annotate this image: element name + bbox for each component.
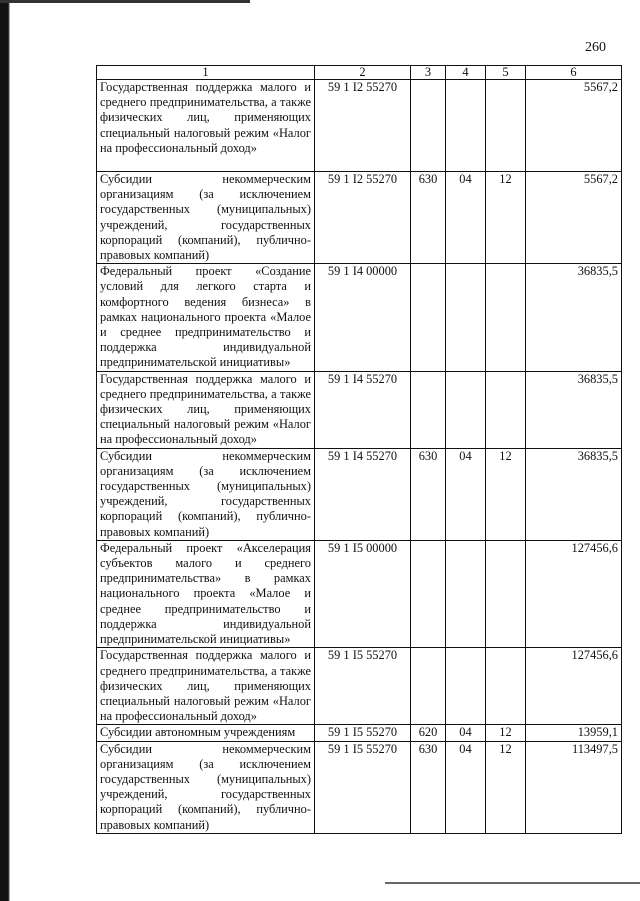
row-col5-cell: 12 <box>486 448 526 540</box>
row-col5-cell: 12 <box>486 741 526 833</box>
row-col3-cell <box>411 648 446 725</box>
row-name-cell: Федеральный проект «Акселерация субъектов малого и среднего предпринимательства» в рамках национального проекта «Малое и среднее предпринимательство и поддержка индивидуальной предпринимательской инициативы» <box>97 540 315 647</box>
row-col5-cell <box>486 264 526 371</box>
scan-edge-top <box>0 0 250 3</box>
column-header: 6 <box>526 66 622 80</box>
row-col3-cell: 630 <box>411 172 446 264</box>
row-col5-cell: 12 <box>486 725 526 741</box>
row-name-cell: Субсидии некоммерческим организациям (за исключением государственных (муниципальных) учреждений, государственных корпораций (компаний), публично-правовых компаний) <box>97 172 315 264</box>
row-name-cell: Субсидии некоммерческим организациям (за исключением государственных (муниципальных) учреждений, государственных корпораций (компаний), публично-правовых компаний) <box>97 448 315 540</box>
page-number: 260 <box>585 40 606 55</box>
row-code-cell: 59 1 I4 00000 <box>315 264 411 371</box>
row-col4-cell <box>446 540 486 647</box>
row-col3-cell: 620 <box>411 725 446 741</box>
table-row <box>97 540 622 647</box>
table-row <box>97 648 622 725</box>
column-header: 4 <box>446 66 486 80</box>
column-header: 5 <box>486 66 526 80</box>
row-code-cell: 59 1 I4 55270 <box>315 448 411 540</box>
row-code-cell: 59 1 I4 55270 <box>315 371 411 448</box>
row-code-cell: 59 1 I5 55270 <box>315 725 411 741</box>
row-col3-cell <box>411 371 446 448</box>
row-col4-cell <box>446 80 486 172</box>
row-name-cell: Субсидии некоммерческим организациям (за исключением государственных (муниципальных) учреждений, государственных корпораций (компаний), публично-правовых компаний) <box>97 741 315 833</box>
row-code-cell: 59 1 I2 55270 <box>315 172 411 264</box>
row-col5-cell <box>486 648 526 725</box>
row-col5-cell <box>486 371 526 448</box>
row-name-cell: Государственная поддержка малого и среднего предпринимательства, а также физических лиц, применяющих специальный налоговый режим «Налог на профессиональный доход» <box>97 648 315 725</box>
row-code-cell: 59 1 I5 55270 <box>315 648 411 725</box>
row-col4-cell: 04 <box>446 448 486 540</box>
row-amount-cell: 36835,5 <box>526 371 622 448</box>
row-col4-cell <box>446 371 486 448</box>
table-row <box>97 725 622 741</box>
row-amount-cell: 36835,5 <box>526 448 622 540</box>
row-code-cell: 59 1 I5 55270 <box>315 741 411 833</box>
row-name-cell: Субсидии автономным учреждениям <box>97 725 315 741</box>
row-col4-cell: 04 <box>446 172 486 264</box>
row-amount-cell: 36835,5 <box>526 264 622 371</box>
row-name-cell: Государственная поддержка малого и среднего предпринимательства, а также физических лиц, применяющих специальный налоговый режим «Налог на профессиональный доход» <box>97 80 315 172</box>
scan-edge-left <box>0 0 10 901</box>
row-code-cell: 59 1 I2 55270 <box>315 80 411 172</box>
row-amount-cell: 113497,5 <box>526 741 622 833</box>
table-row <box>97 264 622 371</box>
row-col4-cell: 04 <box>446 725 486 741</box>
row-amount-cell: 13959,1 <box>526 725 622 741</box>
column-header: 2 <box>315 66 411 80</box>
row-col5-cell <box>486 540 526 647</box>
table-row <box>97 448 622 540</box>
row-amount-cell: 5567,2 <box>526 80 622 172</box>
table-row <box>97 172 622 264</box>
row-name-cell: Федеральный проект «Создание условий для легкого старта и комфортного ведения бизнеса» в рамках национального проекта «Малое и среднее предпринимательство и поддержка индивидуальной предпринимательской инициативы» <box>97 264 315 371</box>
row-amount-cell: 5567,2 <box>526 172 622 264</box>
budget-table <box>96 65 622 834</box>
column-header: 3 <box>411 66 446 80</box>
row-col3-cell <box>411 264 446 371</box>
row-col3-cell: 630 <box>411 741 446 833</box>
row-col3-cell <box>411 80 446 172</box>
row-col3-cell: 630 <box>411 448 446 540</box>
row-col5-cell: 12 <box>486 172 526 264</box>
table-row <box>97 80 622 172</box>
row-amount-cell: 127456,6 <box>526 648 622 725</box>
row-amount-cell: 127456,6 <box>526 540 622 647</box>
table-row <box>97 371 622 448</box>
row-col4-cell <box>446 264 486 371</box>
scan-edge-bottom <box>385 882 640 884</box>
row-col4-cell <box>446 648 486 725</box>
row-col4-cell: 04 <box>446 741 486 833</box>
row-name-cell: Государственная поддержка малого и среднего предпринимательства, а также физических лиц, применяющих специальный налоговый режим «Налог на профессиональный доход» <box>97 371 315 448</box>
row-code-cell: 59 1 I5 00000 <box>315 540 411 647</box>
column-header: 1 <box>97 66 315 80</box>
row-col5-cell <box>486 80 526 172</box>
row-col3-cell <box>411 540 446 647</box>
header-row <box>97 66 622 80</box>
table-row <box>97 741 622 833</box>
